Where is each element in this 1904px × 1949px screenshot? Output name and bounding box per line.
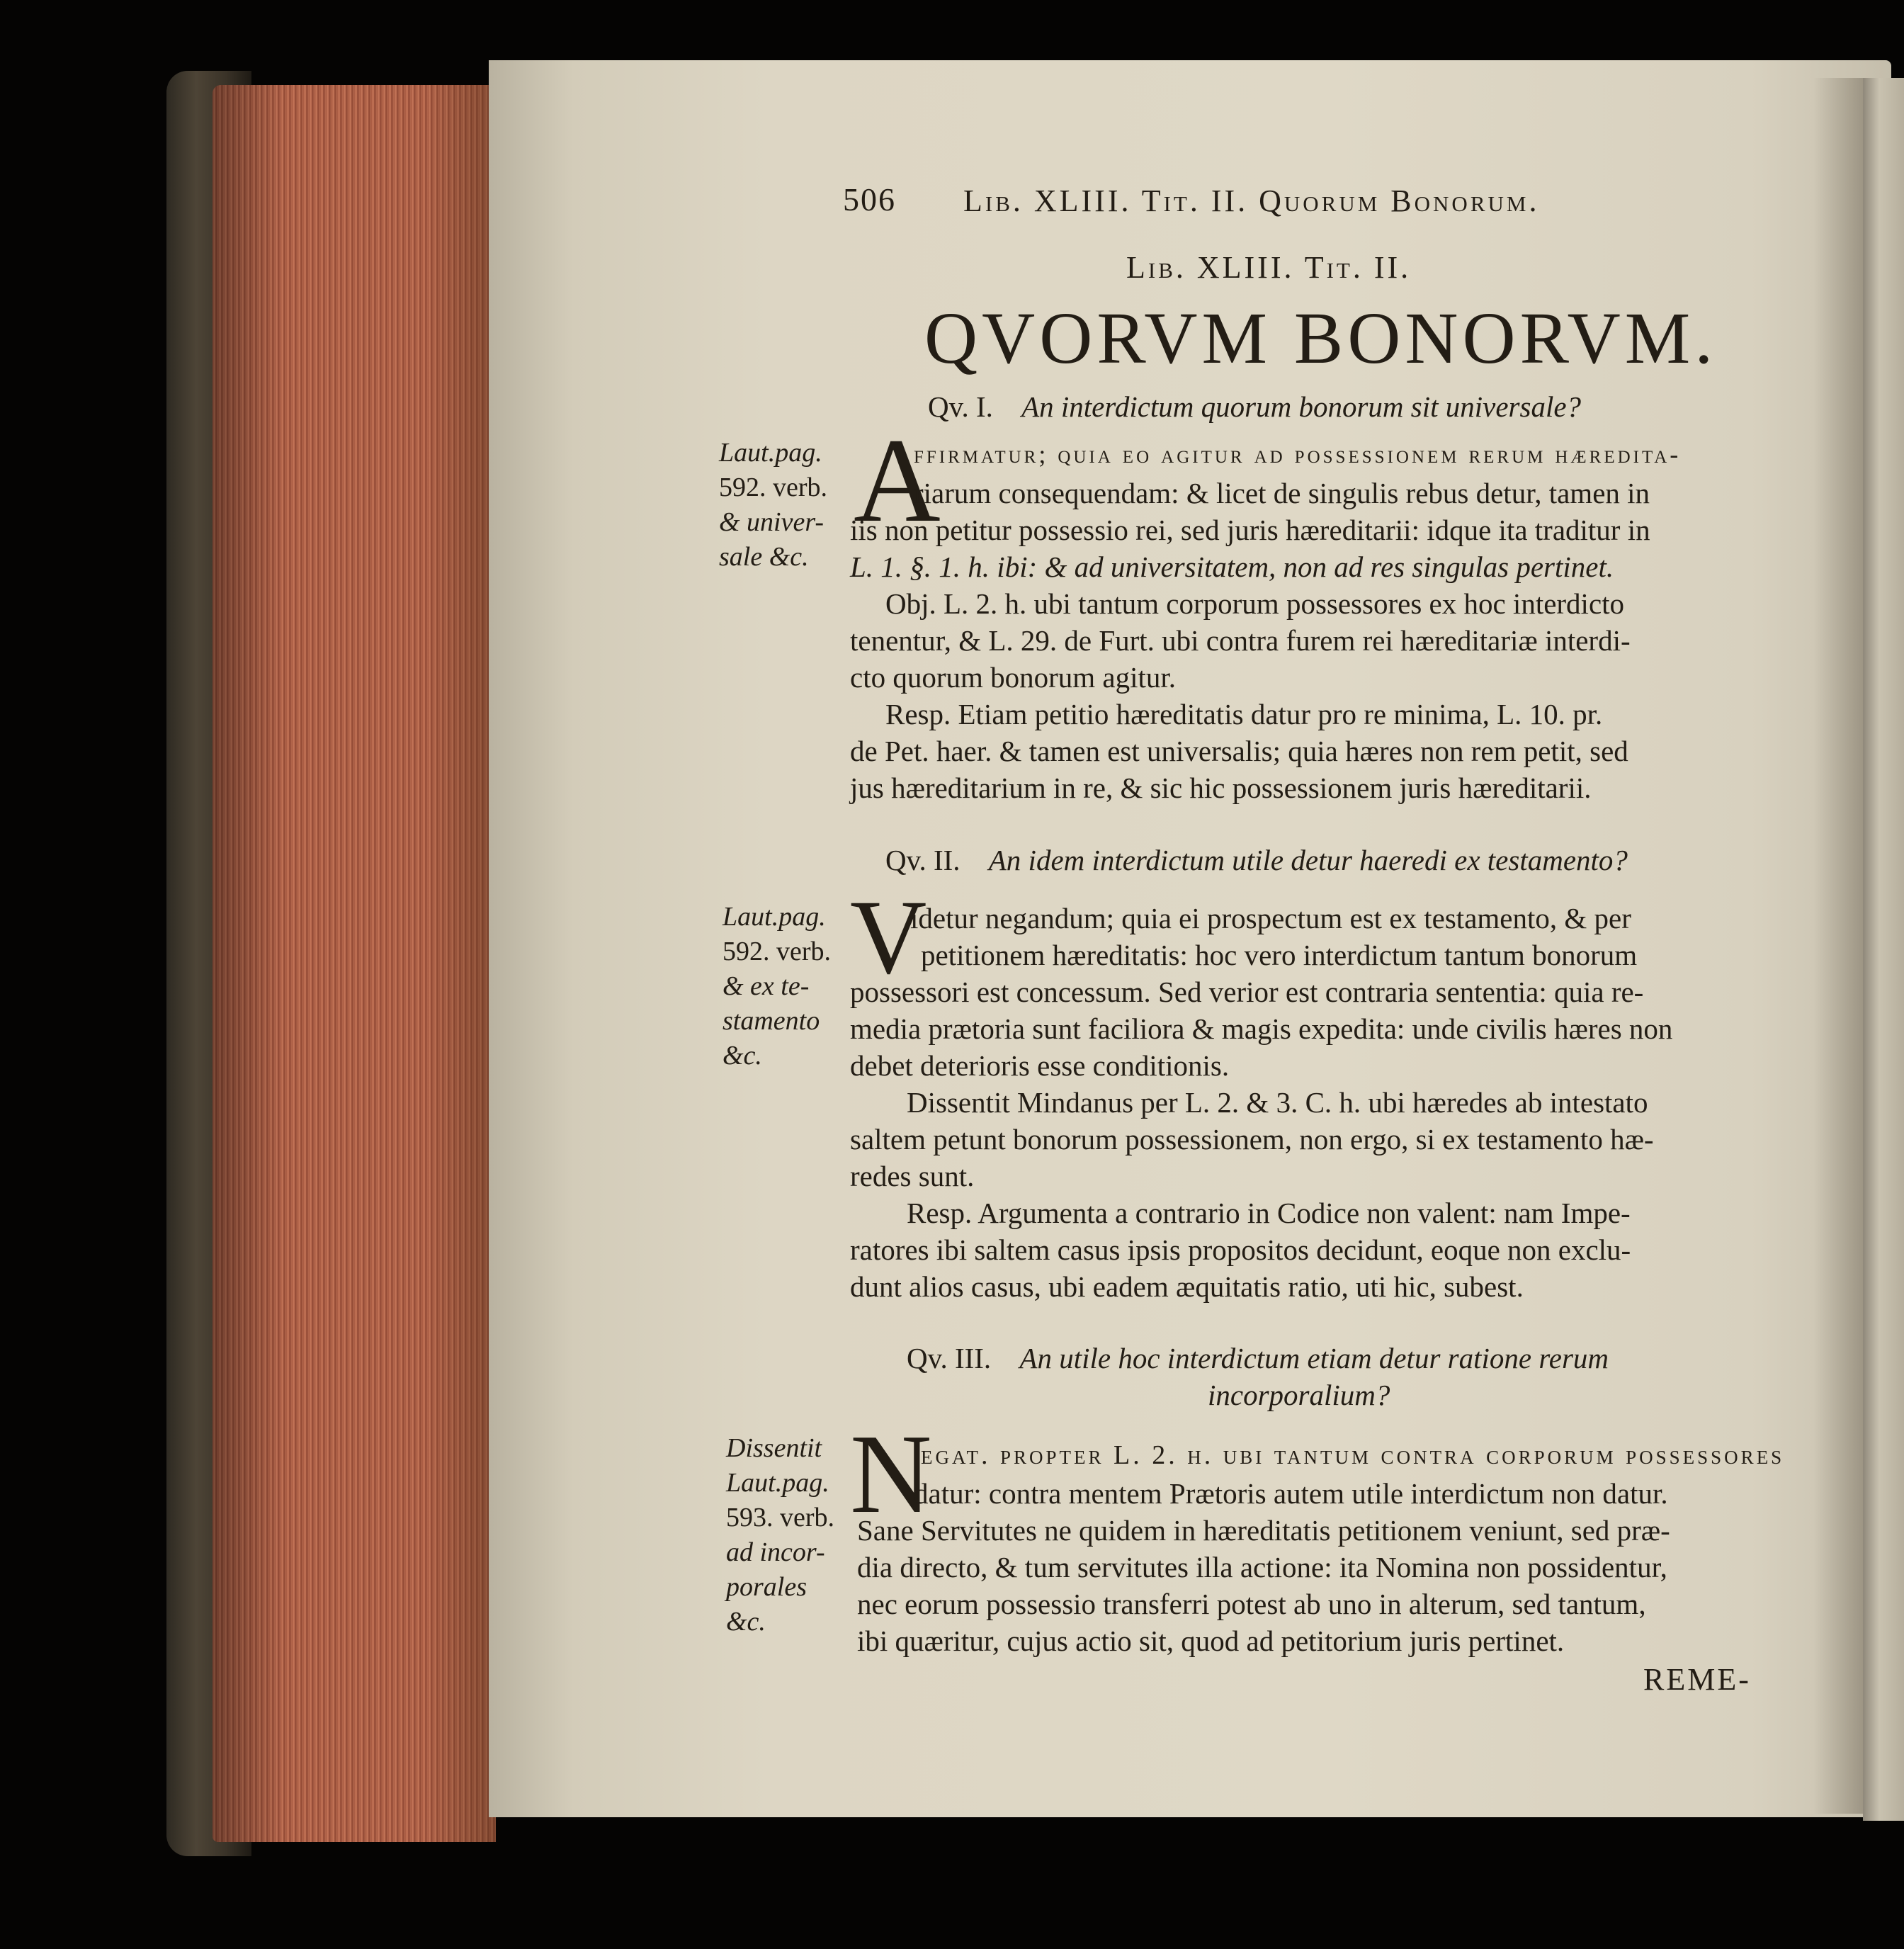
q3-line: ibi quæritur, cujus actio sit, quod ad petitorium juris pertinet.	[857, 1625, 1565, 1657]
margin-line: 592. verb.	[722, 937, 832, 966]
q1-line: de Pet. haer. & tamen est universalis; quia hæres non rem petit, sed	[850, 735, 1628, 767]
q1-line: iis non petitur possessio rei, sed juris hæreditarii: idque ita traditur in	[850, 514, 1650, 546]
q1-line: Obj. L. 2. h. ubi tantum corporum possessores ex hoc interdicto	[885, 587, 1625, 620]
margin-line: ad incor-	[726, 1537, 825, 1567]
q2-line: idetur negandum; quia ei prospectum est ex testamento, & per	[910, 902, 1631, 934]
margin-line: Dissentit	[726, 1433, 822, 1463]
running-head: Lib. XLIII. Tit. II. Quorum Bonorum.	[963, 183, 1540, 218]
q3-heading-cont	[1208, 1378, 1390, 1412]
q2-margin-note	[722, 900, 831, 1073]
margin-line: stamento	[722, 1006, 820, 1036]
margin-line: sale &c.	[719, 542, 809, 572]
q1-line: Resp. Etiam petitio hæreditatis datur pro re minima, L. 10. pr.	[885, 698, 1603, 730]
q2-line: debet deterioris esse conditionis.	[850, 1049, 1230, 1082]
q1-line: ffirmatur; quia eo agitur ad possessionem rerum hæredita-	[914, 440, 1682, 468]
margin-line: & univer-	[719, 507, 824, 537]
catchword: REME-	[1643, 1662, 1751, 1697]
q2-line: Resp. Argumenta a contrario in Codice non valent: nam Impe-	[907, 1197, 1631, 1229]
q1-line: L. 1. §. 1. h. ibi: & ad universitatem, non ad res singulas pertinet.	[850, 550, 1614, 583]
margin-line: Laut.pag.	[726, 1468, 829, 1498]
page-number: 506	[843, 181, 896, 218]
q3-question-cont: incorporalium?	[1208, 1379, 1390, 1411]
q2-line: petitionem hæreditatis: hoc vero interdictum tantum bonorum	[921, 939, 1638, 971]
q3-line: egat. propter L. 2. h. ubi tantum contra corporum possessores	[921, 1440, 1785, 1470]
q2-line: Dissentit Mindanus per L. 2. & 3. C. h. ubi hæredes ab intestato	[907, 1086, 1648, 1119]
q2-heading	[885, 843, 1628, 877]
q2-dropcap: V	[850, 879, 927, 996]
q3-heading	[907, 1341, 1609, 1375]
margin-line: & ex te-	[722, 971, 810, 1001]
q3-line: Sane Servitutes ne quidem in hæreditatis petitionem veniunt, sed præ-	[857, 1514, 1670, 1547]
q3-dropcap: N	[850, 1411, 932, 1537]
q3-question: An utile hoc interdictum etiam detur ratione rerum	[1019, 1342, 1609, 1374]
q1-line: tenentur, & L. 29. de Furt. ubi contra furem rei hæreditariæ interdi-	[850, 624, 1631, 657]
q1-question: An interdictum quorum bonorum sit universale?	[1021, 390, 1582, 423]
page-edges-shade	[212, 85, 496, 1842]
q2-line: saltem petunt bonorum possessionem, non ergo, si ex testamento hæ-	[850, 1123, 1654, 1156]
margin-line: Laut.pag.	[719, 438, 822, 468]
margin-line: &c.	[726, 1607, 766, 1637]
q1-label: Qv. I.	[928, 390, 993, 423]
q1-heading	[928, 390, 1581, 424]
facing-page-edge	[1863, 78, 1904, 1821]
q3-margin-note	[726, 1431, 834, 1639]
q2-line: redes sunt.	[850, 1160, 975, 1192]
q3-line: datur: contra mentem Prætoris autem utile interdictum non datur.	[914, 1477, 1668, 1510]
q2-label: Qv. II.	[885, 844, 960, 876]
page-subtitle: Lib. XLIII. Tit. II.	[1126, 250, 1412, 285]
q2-line: media prætoria sunt faciliora & magis expedita: unde civilis hæres non	[850, 1012, 1673, 1045]
q3-label: Qv. III.	[907, 1342, 992, 1374]
q2-line: possessori est concessum. Sed verior est contraria sententia: quia re-	[850, 976, 1644, 1008]
q3-line: nec eorum possessio transferri potest ab uno in alterum, sed tantum,	[857, 1588, 1646, 1620]
q1-line: cto quorum bonorum agitur.	[850, 661, 1177, 694]
margin-line: &c.	[722, 1041, 762, 1070]
q2-line: dunt alios casus, ubi eadem æquitatis ratio, uti hic, subest.	[850, 1270, 1524, 1303]
margin-line: 592. verb.	[719, 473, 828, 502]
q2-line: ratores ibi saltem casus ipsis propositos decidunt, eoque non exclu-	[850, 1233, 1631, 1266]
q1-margin-note	[719, 436, 827, 575]
margin-line: 593. verb.	[726, 1503, 835, 1532]
q1-dropcap: A	[854, 414, 941, 547]
gutter-shadow	[1813, 78, 1870, 1814]
q1-line: jus hæreditarium in re, & sic hic possessionem juris hæreditarii.	[850, 772, 1592, 804]
page-title: QVORVM BONORVM.	[924, 298, 1718, 379]
margin-line: porales	[726, 1572, 807, 1602]
q3-line: dia directo, & tum servitutes illa actione: ita Nomina non possidentur,	[857, 1551, 1667, 1583]
q1-line: riarum consequendam: & licet de singulis rebus detur, tamen in	[914, 477, 1650, 509]
margin-line: Laut.pag.	[722, 902, 826, 932]
q2-question: An idem interdictum utile detur haeredi ex testamento?	[988, 844, 1628, 876]
